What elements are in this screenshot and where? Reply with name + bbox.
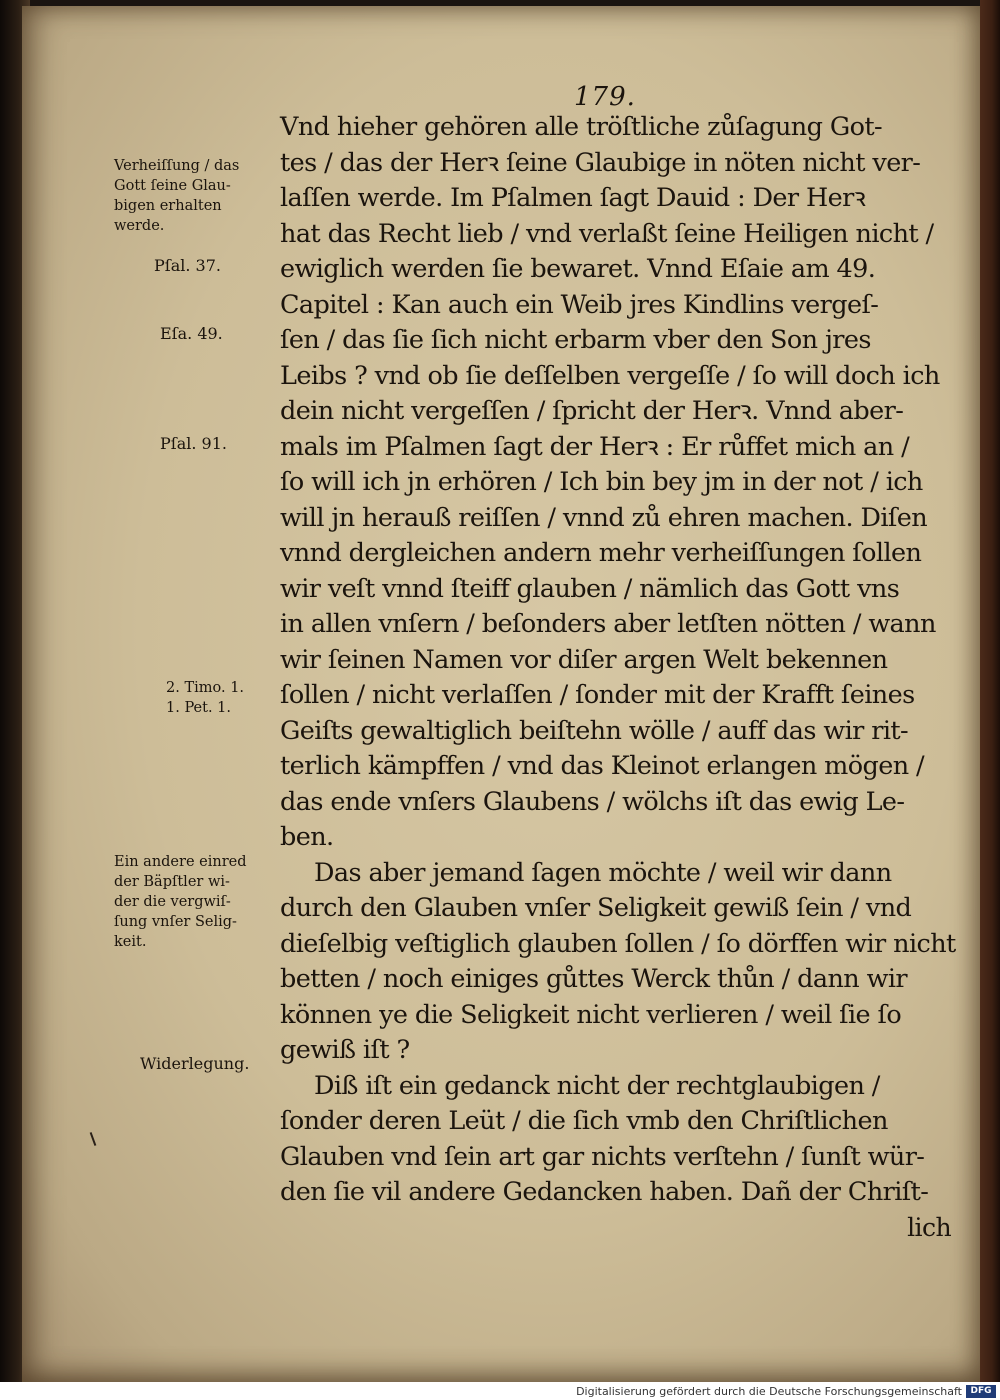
text-line: in allen vnſern / beſonders aber letſten nötten / wann [280, 609, 936, 639]
text-line: dein nicht vergeſſen / ſpricht der Herꝛ. Vnnd aber- [280, 396, 904, 426]
text-line: Geiſts gewaltiglich beiſtehn wölle / auff das wir rit- [280, 715, 909, 746]
text-line: will jn herauß reiſſen / vnnd zů ehren machen. Diſen [280, 502, 928, 533]
margin-note-line: Ein andere einred [114, 854, 247, 870]
margin-note-promise [114, 156, 239, 236]
text-line: ſollen / nicht verlaſſen / ſonder mit der Krafft ſeines [280, 680, 915, 710]
text-line: durch den Glauben vnſer Seligkeit gewiß ſein / vnd [280, 893, 912, 923]
margin-ref-peter: 1. Pet. 1. [166, 700, 232, 716]
text-line: vnnd dergleichen andern mehr verheiſſungen ſollen [280, 538, 922, 568]
footer-bar [0, 1382, 1000, 1400]
margin-ref-psalm-91: Pſal. 91. [160, 434, 227, 453]
margin-note-line: der Bäpſtler wi- [114, 874, 230, 890]
margin-note-refutation: Widerlegung. [140, 1054, 250, 1073]
text-line: können ye die Seligkeit nicht verlieren / weil ſie ſo [280, 999, 902, 1030]
text-line: Glauben vnd ſein art gar nichts verſtehn / ſunſt wür- [280, 1141, 925, 1172]
text-line: wir veſt vnnd ſteiff glauben / nämlich das Gott vns [280, 573, 900, 604]
margin-note-line: werde. [114, 218, 165, 234]
page-number: 179. [574, 82, 636, 112]
margin-note-objection [114, 852, 247, 952]
text-line: ſonder deren Leüt / die ſich vmb den Chriſtlichen [280, 1106, 888, 1136]
ink-speck [90, 1132, 97, 1146]
margin-note-line: Gott ſeine Glau- [114, 178, 231, 194]
text-line: ſo will ich jn erhören / Ich bin bey jm in der not / ich [280, 467, 923, 497]
margin-note-line: keit. [114, 934, 147, 950]
footer-credit: Digitalisierung gefördert durch die Deutsche Forschungsgemeinschaft [576, 1385, 962, 1398]
margin-ref-psalm-37: Pſal. 37. [154, 256, 221, 275]
text-line: gewiß iſt ? [280, 1035, 410, 1065]
text-line: lich [907, 1212, 952, 1243]
main-text-block [280, 110, 960, 1246]
margin-ref-esaias-49: Eſa. 49. [160, 324, 223, 343]
text-line: terlich kämpffen / vnd das Kleinot erlangen mögen / [280, 751, 925, 781]
text-line: ben. [280, 822, 334, 852]
margin-note-line: der die vergwiſ- [114, 894, 231, 910]
text-line: Leibs ? vnd ob ſie deſſelben vergeſſe / ſo will doch ich [280, 360, 940, 391]
margin-ref-timothy: 2. Timo. 1. [166, 680, 245, 696]
text-line: betten / noch einiges gůttes Werck thůn / dann wir [280, 964, 907, 994]
text-line: laſſen werde. Im Pſalmen ſagt Dauid : Der Herꝛ [280, 183, 866, 213]
text-line: wir ſeinen Namen vor diſer argen Welt bekennen [280, 644, 888, 675]
text-line: ſen / das ſie ſich nicht erbarm vber den Son jres [280, 325, 871, 355]
text-line: ewiglich werden ſie bewaret. Vnnd Eſaie am 49. [280, 254, 876, 284]
dfg-logo: DFG [966, 1385, 996, 1398]
text-line: dieſelbig veſtiglich glauben ſollen / ſo dörffen wir nicht [280, 928, 956, 959]
text-line: Diß iſt ein gedanck nicht der rechtglaubigen / [314, 1070, 880, 1101]
text-line: hat das Recht lieb / vnd verlaßt ſeine Heiligen nicht / [280, 218, 934, 249]
text-line: tes / das der Herꝛ ſeine Glaubige in nöten nicht ver- [280, 147, 921, 178]
text-line: das ende vnſers Glaubens / wölchs iſt das ewig Le- [280, 786, 905, 817]
text-line: Das aber jemand ſagen möchte / weil wir dann [314, 857, 892, 888]
text-line: Vnd hieher gehören alle tröſtliche zůſagung Got- [280, 112, 883, 142]
margin-note-line: Verheiſſung / das [114, 158, 240, 174]
text-line: den ſie vil andere Gedancken haben. Dañ der Chriſt- [280, 1177, 929, 1207]
margin-note-line: bigen erhalten [114, 198, 222, 214]
text-line: Capitel : Kan auch ein Weib jres Kindlins vergeſ- [280, 289, 879, 320]
margin-note-line: ſung vnſer Selig- [114, 914, 237, 930]
book-page [22, 6, 980, 1382]
text-line: mals im Pſalmen ſagt der Herꝛ : Er růffet mich an / [280, 431, 910, 462]
book-binding-right [980, 0, 1000, 1382]
